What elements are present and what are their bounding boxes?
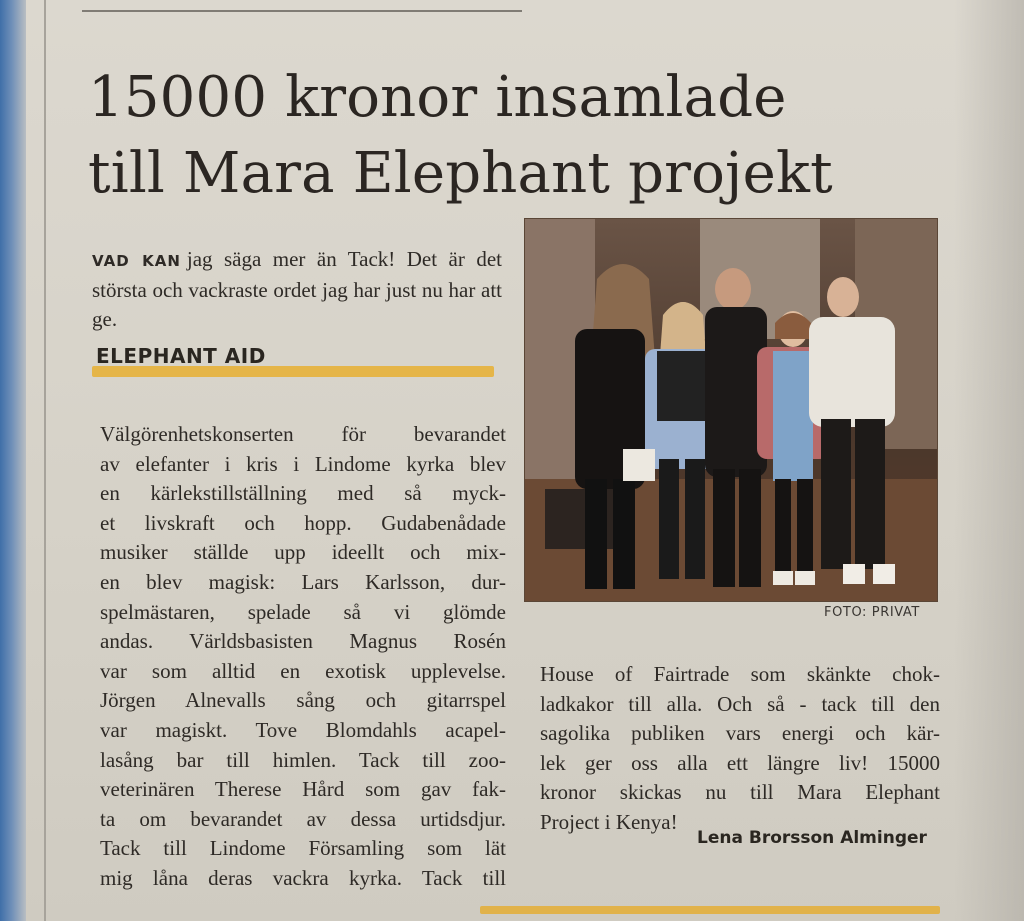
column-rule [44,0,46,921]
subhead-block [92,344,496,384]
body-line: veterinären Therese Hård som gav fak- [100,777,506,802]
article-headline [88,60,908,212]
body-line: spelmästaren, spelade så vi glömde [100,599,506,624]
bottom-accent-bar [480,906,940,914]
lead-text: jag säga mer än Tack! Det är det största och vackraste ordet jag har just nu har att ge. [92,247,502,331]
body-line: var magiskt. Tove Blomdahls acapel- [100,717,506,742]
body-line: Tack till Lindome Församling som lät [100,836,506,861]
body-line: en kärlekstillställning med så myck- [100,481,506,506]
body-line: et livskraft och hopp. Gudabenådade [100,510,506,535]
body-line: Project i Kenya! [540,809,678,834]
body-line: ladkakor till alla. Och så - tack till den [540,691,940,716]
article-body-column-1 [100,420,506,894]
photo-credit: FOTO: PRIVAT [824,605,920,620]
body-line: kronor skickas nu till Mara Elephant [540,780,940,805]
article-byline: Lena Brorsson Alminger [697,828,927,848]
body-line: en blev magisk: Lars Karlsson, dur- [100,569,506,594]
article-lead [92,245,502,334]
article-subhead: ELEPHANT AID [96,344,266,368]
body-line: andas. Världsbasisten Magnus Rosén [100,629,506,654]
headline-line-1: 15000 kronor insamlade [88,65,787,130]
body-line: mig låna deras vackra kyrka. Tack till [100,865,506,890]
adjacent-page-edge [0,0,26,921]
body-line: ta om bevarandet av dessa urtidsdjur. [100,806,506,831]
page-shadow [954,0,1024,921]
body-line: Välgörenhetskonserten för bevarandet [100,422,506,446]
body-line: lek ger oss alla ett längre liv! 15000 [540,750,940,775]
body-line: var som alltid en exotisk upplevelse. [100,658,506,683]
body-line: House of Fairtrade som skänkte chok- [540,662,940,686]
headline-line-2: till Mara Elephant projekt [88,141,833,206]
body-line: sagolika publiken vars energi och kär- [540,721,940,746]
body-line: musiker ställde upp ideellt och mix- [100,540,506,565]
group-photo-illustration [525,219,937,601]
body-line: lasång bar till himlen. Tack till zoo- [100,747,506,772]
body-line: av elefanter i kris i Lindome kyrka blev [100,451,506,476]
article-body-column-2 [540,660,940,838]
body-line: Jörgen Alnevalls sång och gitarrspel [100,688,506,713]
top-rule [82,10,522,12]
article-photo [524,218,938,602]
lead-kicker: VAD KAN [92,252,181,270]
